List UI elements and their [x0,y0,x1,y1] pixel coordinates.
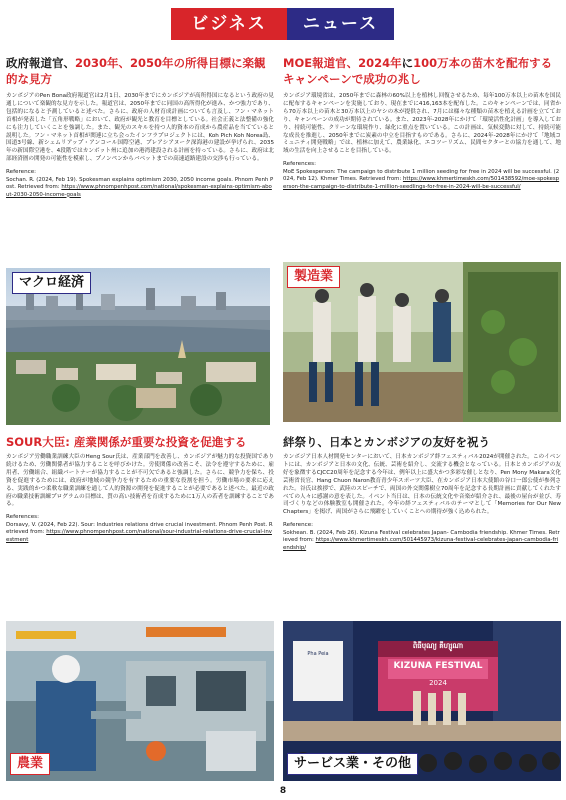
reference-link[interactable]: https://www.phnompenhpost.com/national/sour-industrial-relations-drive-crucial-investment [6,529,272,543]
article-body: カンボジアのPen Bona政府報道官は2月1日、2030年までにカンボジアが高所得国になるという政府の見通しについて楽観的な見方を示した。報道官は、2050年までに同国の高所得化が進み、かつ強力であり、包括的になると予測していると述べた。さらに、政府の人材育成計画についても言及し、フン・マネット首相が発表した「五角形戦略」において、政府が観光と教育を目標としている。社会正義と法整備の強化にも注力していくことを強調した。また、観光のスキルを持つ人的資本の育成から農産品を当てていると説明した。フン・マネット首相が関連に立ち会ったインフラプロジェクトには、Koh Pich Koh Norea島、国道3号線、新シェムリアップ・アンコール国際空港、プレアシアヌーク深海港の建設が挙げられ、2035年の新国際空港を、4段階ではカンボット州に追加の港湾建設される計画を持っている。さらに、政府は北部経済圏の開発の可能性を模索し、プノンペンからバベットまでの高速道路建設の交渉も行っている。 [6,93,274,163]
photo-factory-worker [6,621,274,781]
article-title: MOE報道官、2024年に100万本の苗木を配布するキャンペーンで成功の兆し [283,56,553,86]
reference-heading: References: [283,161,316,168]
reference-heading: Reference: [6,169,37,176]
tag-macro-economy: マクロ経済 [12,272,91,294]
tag-agriculture: 農業 [10,753,50,775]
reference-heading: Reference: [283,522,314,529]
article-body: カンボジア環境省は、2050年までに森林の60%以上を植林し回復させるため、毎年100万本以上の苗木を国民に配布するキャンペーンを実施しており、現在までに416,163本を配布した。このキャンペーンでは、同省から70万本以上の苗木と30万本以上のヤシの木が提供され、7月には様々な種類の苗木を植える計画を立てており、キャンペーンの成功が期待されている。また、2023年-2028年にかけて「環境活性化計画」を導入しており、持続可能性、クリーンな環境作り、緑化に重点を置いている。この計画は、気候変動に対して、持続可能な成長を推進し、2050年までに炭素の中立を目指すものである。さらに、2024年-2028年にかけて「地域コミュニティ開発戦略」では、植林に加えて、農業緑化、エコツーリズム、民間セクターとの協力を通して、地域の生活を向上させることを目指している。 [283,93,561,155]
reference-link[interactable]: https://www.khmertimeskh.com/501445973/kizuna-festival-celebrates-japan-cambodia-friendship/ [283,537,559,551]
article-body: カンボジア日本人材開発センターにおいて、日本カンボジア絆フェスティバル2024が開催された。このイベントには、カンボジアと日本の文化、伝統、芸術を紹介し、交流する機会となっている。日本とカンボジアの友好を象徴するCJCC20周年を記念する今年は、例年以上に盛大かつ多彩な催しとなり、Pen Mony Makara文化芸術省長官、Hang Chuon Naron教育青少年スポーツ大臣、在カンボジア日本大使館の谷口一郎公使が参列された。谷氏は挨拶で、武陸のスピーチで、両国の外交関係樹立70周年を記念する長期計画に貢献してくれたすべての人々に感謝の意を表した。イベント当日は、日本の伝統文化や音楽が紹介され、最後の屋台が並び、寿司づくりなどの体験教室も開催された。今年の絆フェスティバルのテーマとして「Memories for Our New Chapters」を掲げ、両国がさらに飛躍をしていくことへの期待が強く込められた。 [283,454,561,516]
reference-link[interactable]: https://www.phnompenhpost.com/national/spokesman-explains-optimism-about-2030-2050-income-goals [6,184,272,198]
tag-manufacturing: 製造業 [287,266,340,288]
photo-kizuna-stage [283,621,561,781]
article-kizuna-festival [283,434,561,552]
small-banner-text: Pha Peia [307,651,329,657]
stage-sign-top: ពិធីបុណ្យ គីហ្សូណា [412,642,464,650]
article-title: 絆祭り、日本とカンボジアの友好を祝う [283,435,490,449]
reference-text: Sochan. R. (2024, Feb 19). Spokesman explains optimism 2030, 2050 income goals. Phnom Penh Post. Retrieved from: https://www.phnompenhpost.com/national/spokesman-explains-optimism-about-2030-2050-income-goals [6,176,274,198]
reference-text: Dorsavy, V. (2024, Feb 22). Sour: Industries relations drive crucial investment. Phnom Penh Post. Retrieved from: https://www.phnompenhpost.com/national/sour-industrial-relations-drive-crucial-investment [6,521,273,543]
photo-tree-planting [283,262,561,422]
reference-text: Sokhean. B. (2024, Feb 26). Kizuna Festival celebrates Japan- Cambodia friendship. Khmer Times. Retrieved from: https://www.khmertimeskh.com/501445973/kizuna-festival-celebrates-japan-cambodia-friendship/ [283,529,560,551]
article-title: 政府報道官、2030年、2050年の所得目標に楽観的な見方 [6,56,266,86]
reference-text: MoE Spokesperson: The campaign to distribute 1 million seeding for free in 2024 will be successful. (2024, Feb 12). Khmer Times. Retrieved from: https://www.khmertimeskh.com/501438592/moe-spokesperson-the-campaign-to-distribute-1-million-seedlings-for-free-in-2024-will-be-successful/ [283,168,560,190]
article-title: SOUR大臣: 産業関係が重要な投資を促進する [6,435,247,449]
article-seedling-campaign [283,55,561,191]
stage-sign-year: 2024 [429,679,447,687]
banner-news: ニュース [287,8,394,40]
article-industrial-relations [6,434,274,544]
tag-services-other: サービス業・その他 [287,753,418,775]
article-income-goals [6,55,274,199]
reference-heading: References: [6,514,39,521]
reference-link[interactable]: https://www.khmertimeskh.com/501438592/moe-spokesperson-the-campaign-to-distribute-1-million-seedlings-for-free-in-2024-will-be-successful/ [283,176,560,190]
stage-sign-main: KIZUNA FESTIVAL [393,661,483,671]
page-number: 8 [279,786,287,796]
article-body: カンボジア労働職業訓練大臣のHeng Sour氏は、産業部門を改善し、カンボジアが魅力的な投資国であり続けるため、労働関係者が協力することを呼びかけた。労使関係の改善こそ、法令を遵守するために、雇用者、労働組合、組織パートナーが協力することが不可欠であると強調した。さらに、競争力を保ち、投資を促進するためには、政府が地域の競争力を有するための重要な役割を担う。労働市場の要求に応える、実践的かつ柔軟な職業訓練を通して人的資源の開発を促進することが必要であると述べた。最近の政府の職業技術訓練プログラムの目標は、質の高い技術者を育成するために1万人の若者を訓練することである。 [6,454,274,508]
section-banner [171,8,394,40]
photo-phnom-penh-skyline [6,268,270,425]
banner-business: ビジネス [171,8,287,40]
